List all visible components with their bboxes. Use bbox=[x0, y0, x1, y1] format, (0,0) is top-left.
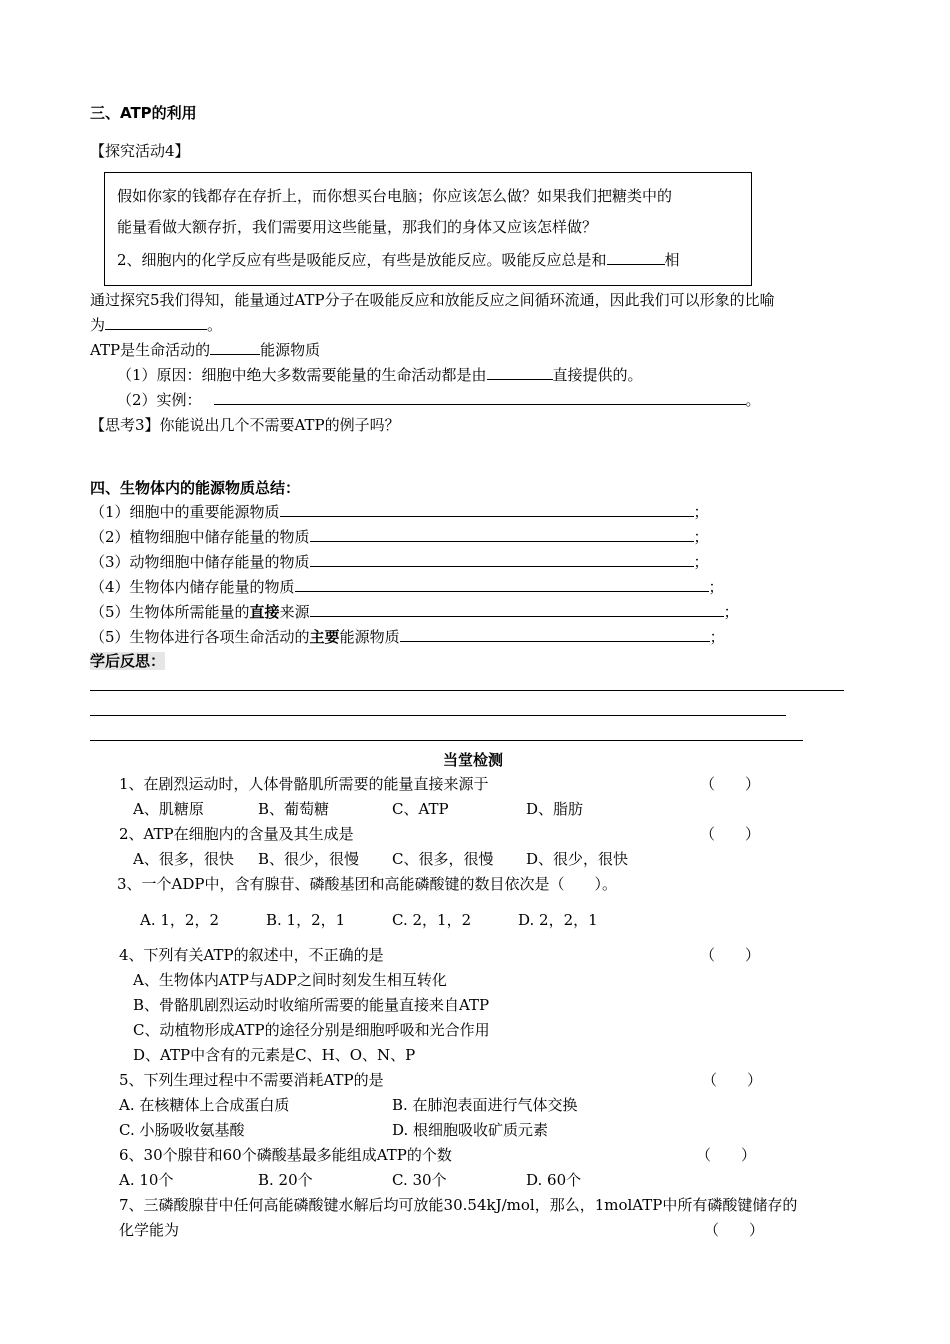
box-line3-text: 2、细胞内的化学反应有些是吸能反应，有些是放能反应。吸能反应总是和 bbox=[117, 251, 607, 269]
answer-paren[interactable]: （ ） bbox=[700, 775, 761, 793]
q5-option-a[interactable]: A. 在核糖体上合成蛋白质 bbox=[119, 1096, 290, 1114]
q5-option-b[interactable]: B. 在肺泡表面进行气体交换 bbox=[392, 1096, 578, 1114]
reflection-line[interactable] bbox=[90, 690, 844, 691]
summary-item-end: ； bbox=[709, 628, 725, 646]
box-line1: 假如你家的钱都存在存折上，而你想买台电脑；你应该怎么做？如果我们把糖类中的 bbox=[117, 187, 673, 205]
question-7-cont: 化学能为 bbox=[119, 1221, 180, 1239]
q3-option-d[interactable]: D. 2，2，1 bbox=[518, 911, 598, 929]
p1-line2 bbox=[90, 315, 222, 335]
q3-option-c[interactable]: C. 2，1，2 bbox=[392, 911, 472, 929]
p1-line1: 通过探究5我们得知，能量通过ATP分子在吸能反应和放能反应之间循环流通，因此我们可以形象的比喻 bbox=[90, 291, 775, 309]
answer-paren[interactable]: （ ） bbox=[702, 1071, 763, 1089]
section3-title: 三、ATP的利用 bbox=[90, 104, 197, 122]
question-4: 4、下列有关ATP的叙述中，不正确的是 bbox=[119, 946, 384, 964]
q6-option-b[interactable]: B. 20个 bbox=[258, 1171, 313, 1189]
blank[interactable] bbox=[310, 602, 724, 617]
summary-item-label: （4）生物体内储存能量的物质 bbox=[90, 578, 295, 596]
summary-item bbox=[90, 502, 709, 522]
q2-option-a[interactable]: A、很多，很快 bbox=[133, 850, 234, 868]
summary-item bbox=[90, 527, 709, 547]
question-3: 3、一个ADP中，含有腺苷、磷酸基团和高能磷酸键的数目依次是（ ）。 bbox=[117, 875, 617, 893]
question-1: 1、在剧烈运动时，人体骨骼肌所需要的能量直接来源于 bbox=[119, 775, 489, 793]
think-prompt: 【思考3】你能说出几个不需要ATP的例子吗？ bbox=[90, 416, 400, 434]
question-5: 5、下列生理过程中不需要消耗ATP的是 bbox=[119, 1071, 384, 1089]
p2-text: ATP是生命活动的 bbox=[90, 341, 211, 359]
summary-item bbox=[90, 627, 725, 647]
blank[interactable] bbox=[105, 315, 207, 330]
box-line2: 能量看做大额存折，我们需要用这些能量，那我们的身体又应该怎样做？ bbox=[117, 218, 598, 236]
p2 bbox=[90, 340, 320, 360]
question-2: 2、ATP在细胞内的含量及其生成是 bbox=[119, 825, 354, 843]
summary-item-label: （3）动物细胞中储存能量的物质 bbox=[90, 553, 310, 571]
answer-paren[interactable]: （ ） bbox=[700, 825, 761, 843]
q3-option-a[interactable]: A. 1，2，2 bbox=[140, 911, 219, 929]
reflection-line[interactable] bbox=[90, 715, 786, 716]
q6-option-d[interactable]: D. 60个 bbox=[526, 1171, 582, 1189]
reason-end: 直接提供的。 bbox=[552, 366, 643, 384]
reflection-text: 学后反思： bbox=[90, 652, 166, 670]
blank[interactable] bbox=[607, 250, 665, 265]
blank[interactable] bbox=[400, 627, 710, 642]
blank[interactable] bbox=[280, 502, 694, 517]
summary-item bbox=[90, 552, 709, 572]
question-6: 6、30个腺苷和60个磷酸基最多能组成ATP的个数 bbox=[119, 1146, 452, 1164]
box-line3 bbox=[117, 250, 680, 270]
summary-item-end: ； bbox=[693, 503, 709, 521]
q1-option-b[interactable]: B、葡萄糖 bbox=[258, 800, 330, 818]
summary-item-end: ； bbox=[708, 578, 724, 596]
answer-paren[interactable]: （ ） bbox=[700, 946, 761, 964]
q4-option-b[interactable]: B、骨骼肌剧烈运动时收缩所需要的能量直接来自ATP bbox=[133, 996, 490, 1014]
question-7: 7、三磷酸腺苷中任何高能磷酸键水解后均可放能30.54kJ/mol，那么，1molATP中所有磷酸键储存的 bbox=[119, 1196, 798, 1214]
summary-item-label: （1）细胞中的重要能源物质 bbox=[90, 503, 280, 521]
summary-item-label: （2）植物细胞中储存能量的物质 bbox=[90, 528, 310, 546]
blank[interactable] bbox=[487, 365, 553, 380]
answer-paren[interactable]: （ ） bbox=[696, 1146, 757, 1164]
q5-option-c[interactable]: C. 小肠吸收氨基酸 bbox=[119, 1121, 245, 1139]
reason bbox=[117, 365, 643, 385]
q3-option-b[interactable]: B. 1，2，1 bbox=[266, 911, 346, 929]
reflection-line[interactable] bbox=[90, 740, 803, 741]
p1-line2-text: 为 bbox=[90, 316, 106, 334]
blank[interactable] bbox=[295, 577, 709, 592]
activity-label: 【探究活动4】 bbox=[90, 142, 190, 160]
reason-text: （1）原因：细胞中绝大多数需要能量的生命活动都是由 bbox=[117, 366, 487, 384]
summary-item-label: （5）生物体所需能量的 bbox=[90, 603, 250, 621]
example-end: 。 bbox=[745, 391, 761, 409]
summary-item-label: （5）生物体进行各项生命活动的 bbox=[90, 628, 310, 646]
blank[interactable] bbox=[210, 340, 260, 355]
q5-option-d[interactable]: D. 根细胞吸收矿质元素 bbox=[392, 1121, 549, 1139]
summary-item bbox=[90, 602, 739, 622]
summary-item-end: ； bbox=[693, 528, 709, 546]
q6-option-a[interactable]: A. 10个 bbox=[119, 1171, 174, 1189]
q2-option-d[interactable]: D、很少，很快 bbox=[526, 850, 629, 868]
reflection-label bbox=[90, 651, 165, 671]
q4-option-d[interactable]: D、ATP中含有的元素是C、H、O、N、P bbox=[133, 1046, 416, 1064]
q6-option-c[interactable]: C. 30个 bbox=[392, 1171, 447, 1189]
summary-item-label-tail: 来源 bbox=[279, 603, 310, 621]
q1-option-a[interactable]: A、肌糖原 bbox=[133, 800, 204, 818]
p2-end: 能源物质 bbox=[260, 341, 321, 359]
example-text: （2）实例： bbox=[117, 391, 202, 409]
section4-title: 四、生物体内的能源物质总结： bbox=[90, 479, 301, 497]
summary-item-emphasis: 直接 bbox=[249, 603, 280, 621]
answer-paren[interactable]: （ ） bbox=[704, 1221, 765, 1239]
blank[interactable] bbox=[214, 390, 746, 405]
summary-item-label-tail: 能源物质 bbox=[339, 628, 400, 646]
blank[interactable] bbox=[310, 527, 694, 542]
summary-item bbox=[90, 577, 724, 597]
box-line3-end: 相 bbox=[664, 251, 680, 269]
q1-option-d[interactable]: D、脂肪 bbox=[526, 800, 584, 818]
q2-option-c[interactable]: C、很多，很慢 bbox=[392, 850, 494, 868]
summary-item-end: ； bbox=[723, 603, 739, 621]
test-title: 当堂检测 bbox=[443, 751, 504, 769]
blank[interactable] bbox=[310, 552, 694, 567]
summary-item-end: ； bbox=[693, 553, 709, 571]
q2-option-b[interactable]: B、很少，很慢 bbox=[258, 850, 360, 868]
q1-option-c[interactable]: C、ATP bbox=[392, 800, 449, 818]
q4-option-c[interactable]: C、动植物形成ATP的途径分别是细胞呼吸和光合作用 bbox=[133, 1021, 490, 1039]
summary-item-emphasis: 主要 bbox=[309, 628, 340, 646]
example bbox=[117, 390, 761, 410]
p1-line2-end: 。 bbox=[207, 316, 223, 334]
q4-option-a[interactable]: A、生物体内ATP与ADP之间时刻发生相互转化 bbox=[133, 971, 447, 989]
